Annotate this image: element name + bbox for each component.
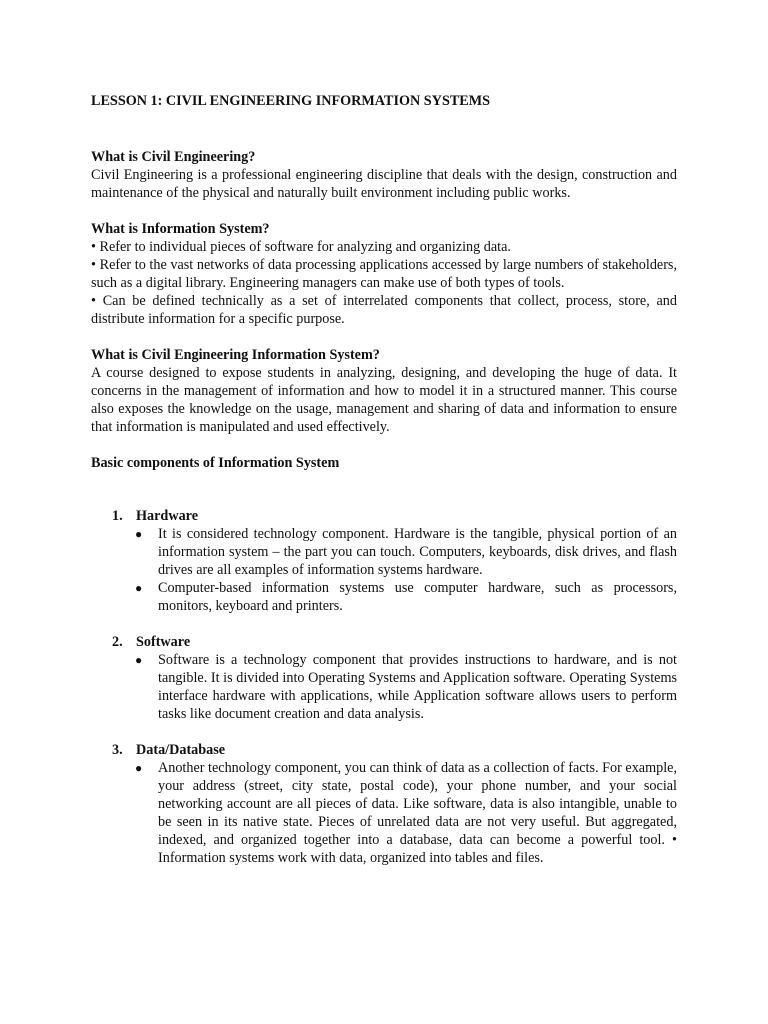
bullet-text: Another technology component, you can think of data as a collection of facts. For example, your address (street, city state, postal code), your phone number, and your social networking account are all pieces of data. Like software, data is also intangible, unable to be seen in its native state. Pieces of unrelated data are not very useful. But aggregated, indexed, and organized together into a database, data can become a powerful tool. • Information systems work with data, organized into tables and files. [158,760,677,866]
bullet-icon: ● [135,581,143,595]
component-number: 2. [112,634,123,650]
bullet-icon: ● [135,761,143,775]
section-information-system [91,220,677,328]
list-item [135,525,677,579]
bullet-text: Computer-based information systems use computer hardware, such as processors, monitors, keyboard and printers. [158,580,677,614]
component-bullets [91,525,677,615]
bullet-text: Software is a technology component that provides instructions to hardware, and is not tangible. It is divided into Operating Systems and Application software. Operating Systems interface hardware with applications, while Application software allows users to perform tasks like document creation and data analysis. [158,652,677,722]
component-number: 3. [112,742,123,758]
information-system-bullet: • Can be defined technically as a set of interrelated components that collect, process, store, and distribute information for a specific purpose. [91,293,677,327]
list-item [135,651,677,723]
information-system-bullet: • Refer to individual pieces of software for analyzing and organizing data. [91,239,511,255]
bullet-icon: ● [135,653,143,667]
component-bullets [91,651,677,723]
ceis-heading: What is Civil Engineering Information System? [91,347,380,363]
section-ceis [91,346,677,436]
component-title: Software [136,634,191,650]
civil-engineering-heading: What is Civil Engineering? [91,149,256,165]
component-title: Data/Database [136,742,226,758]
civil-engineering-body: Civil Engineering is a professional engineering discipline that deals with the design, construction and maintenance of the physical and naturally built environment including public works. [91,167,677,201]
information-system-heading: What is Information System? [91,221,270,237]
component-bullets [91,759,677,867]
bullet-icon: ● [135,527,143,541]
document-page [91,92,677,885]
section-civil-engineering [91,148,677,202]
component-header [91,507,677,525]
bullet-text: It is considered technology component. Hardware is the tangible, physical portion of an information system – the part you can touch. Computers, keyboards, disk drives, and flash drives are all examples of information systems hardware. [158,526,677,578]
component-title: Hardware [136,508,198,524]
list-item [135,579,677,615]
component-item-data-database [91,741,677,867]
ceis-body: A course designed to expose students in analyzing, designing, and developing the huge of data. It concerns in the management of information and how to model it in a structured manner. This course also exposes the knowledge on the usage, management and sharing of data and information to ensure that information is manipulated and used effectively. [91,365,677,435]
component-number: 1. [112,508,123,524]
information-system-bullet: • Refer to the vast networks of data processing applications accessed by large numbers of stakeholders, such as a digital library. Engineering managers can make use of both types of tools. [91,257,677,291]
list-item [135,759,677,867]
component-item-hardware [91,507,677,615]
component-item-software [91,633,677,723]
components-list [91,507,677,867]
component-header [91,741,677,759]
lesson-title: LESSON 1: CIVIL ENGINEERING INFORMATION SYSTEMS [91,93,491,109]
components-heading: Basic components of Information System [91,455,340,471]
component-header [91,633,677,651]
